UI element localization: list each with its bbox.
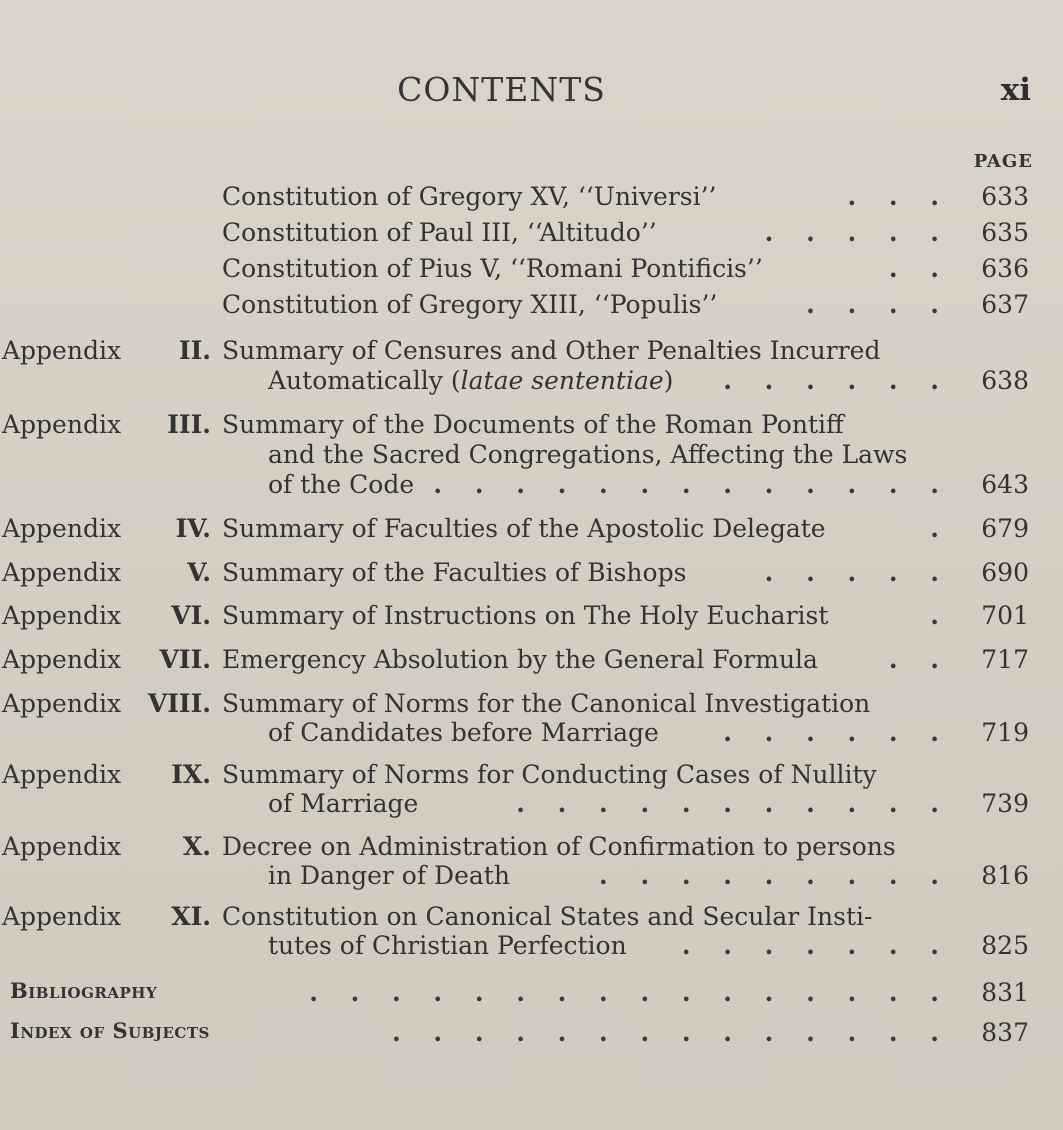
leader-dots: . .: [888, 254, 951, 283]
leader-dots: . . . . . .: [723, 366, 951, 395]
toc-entry: [0, 182, 1063, 214]
entry-title-cont: of the Code: [268, 470, 415, 499]
appendix-label: Appendix: [2, 760, 122, 789]
entry-title-cont: of Marriage: [268, 789, 419, 818]
toc-entry: [0, 558, 1063, 590]
appendix-label: Appendix: [2, 558, 122, 587]
entry-title: Emergency Absolution by the General Formula: [222, 645, 818, 674]
entry-title-cont: in Danger of Death: [268, 861, 510, 890]
toc-entry-continuation: [0, 931, 1063, 963]
toc-entry-continuation: [0, 789, 1063, 821]
toc-entry: [0, 410, 1063, 442]
entry-title: Summary of Instructions on The Holy Eucharist: [222, 601, 829, 630]
entry-title: Decree on Administration of Confirmation to persons: [222, 832, 896, 861]
entry-page: 637: [981, 290, 1029, 319]
toc-entry-continuation: [0, 718, 1063, 750]
leader-dots: . . . . . . . . . . . . .: [433, 470, 951, 499]
appendix-numeral: IV.: [175, 514, 211, 543]
entry-page: 638: [981, 366, 1029, 395]
entry-title: Constitution of Pius V, ‘‘Romani Pontificis’’: [222, 254, 763, 283]
toc-entry: [0, 290, 1063, 322]
entry-title: Constitution of Gregory XV, ‘‘Universi’’: [222, 182, 717, 211]
entry-page: 739: [981, 789, 1029, 818]
entry-page: 633: [981, 182, 1029, 211]
entry-page: 643: [981, 470, 1029, 499]
appendix-numeral: VII.: [159, 645, 211, 674]
toc-entry-continuation: [0, 470, 1063, 502]
toc-entry-continuation: [0, 440, 1063, 472]
entry-title: Summary of the Documents of the Roman Pontiff: [222, 410, 844, 439]
appendix-numeral: VI.: [171, 601, 211, 630]
appendix-label: Appendix: [2, 601, 122, 630]
leader-dots: . .: [888, 645, 951, 674]
entry-page: 719: [981, 718, 1029, 747]
page-title: CONTENTS: [397, 70, 606, 109]
appendix-numeral: VIII.: [147, 689, 211, 718]
toc-entry: [0, 689, 1063, 721]
entry-title-cont: of Candidates before Marriage: [268, 718, 659, 747]
appendix-label: Appendix: [2, 336, 122, 365]
entry-page: 690: [981, 558, 1029, 587]
entry-page: 701: [981, 601, 1029, 630]
leader-dots: .: [930, 601, 951, 630]
entry-page: 825: [981, 931, 1029, 960]
entry-title: Constitution of Paul III, ‘‘Altitudo’’: [222, 218, 657, 247]
entry-title: Summary of the Faculties of Bishops: [222, 558, 687, 587]
appendix-label: Appendix: [2, 832, 122, 861]
entry-title: Summary of Norms for the Canonical Investigation: [222, 689, 871, 718]
toc-entry-continuation: [0, 861, 1063, 893]
entry-page: 831: [981, 978, 1029, 1007]
page-number: xi: [1000, 72, 1031, 108]
toc-entry: [0, 254, 1063, 286]
leader-dots: . . . . .: [764, 558, 951, 587]
entry-page: 679: [981, 514, 1029, 543]
leader-dots: .: [930, 514, 951, 543]
appendix-numeral: III.: [167, 410, 211, 439]
entry-title-text: ): [663, 366, 674, 395]
entry-title: Summary of Faculties of the Apostolic Delegate: [222, 514, 826, 543]
appendix-label: Appendix: [2, 902, 122, 931]
entry-title-italic: latae sententiae: [460, 366, 664, 395]
appendix-label: Appendix: [2, 410, 122, 439]
entry-title: Index of Subjects: [10, 1018, 210, 1043]
page-column-label: PAGE: [973, 151, 1033, 172]
leader-dots: . . . .: [806, 290, 951, 319]
appendix-numeral: V.: [187, 558, 211, 587]
toc-entry: [0, 601, 1063, 633]
entry-page: 837: [981, 1018, 1029, 1047]
toc-entry: [0, 760, 1063, 792]
appendix-numeral: II.: [178, 336, 211, 365]
entry-title: Constitution of Gregory XIII, ‘‘Populis’’: [222, 290, 718, 319]
leader-dots: . . . . . . . . . . . . . . . .: [309, 978, 951, 1007]
toc-entry: [0, 336, 1063, 368]
entry-title: Bibliography: [10, 978, 158, 1003]
entry-title-cont: tutes of Christian Perfection: [268, 931, 627, 960]
entry-title-cont: [268, 366, 673, 395]
appendix-label: Appendix: [2, 689, 122, 718]
leader-dots: . . . . .: [764, 218, 951, 247]
leader-dots: . . . . . . .: [681, 931, 951, 960]
toc-entry: [0, 218, 1063, 250]
toc-entry-continuation: [0, 366, 1063, 398]
entry-title: Summary of Censures and Other Penalties Incurred: [222, 336, 881, 365]
entry-page: 635: [981, 218, 1029, 247]
appendix-label: Appendix: [2, 645, 122, 674]
entry-title-text: Automatically (: [268, 366, 461, 395]
leader-dots: . . .: [847, 182, 951, 211]
leader-dots: . . . . . . . . . . .: [516, 789, 951, 818]
toc-entry: [0, 902, 1063, 934]
toc-entry: [0, 1018, 1063, 1050]
toc-entry: [0, 832, 1063, 864]
entry-page: 816: [981, 861, 1029, 890]
leader-dots: . . . . . .: [723, 718, 951, 747]
entry-title-cont: and the Sacred Congregations, Affecting the Laws: [268, 440, 908, 469]
entry-page: 636: [981, 254, 1029, 283]
appendix-numeral: X.: [182, 832, 211, 861]
appendix-numeral: XI.: [171, 902, 211, 931]
leader-dots: . . . . . . . . . . . . . .: [392, 1018, 951, 1047]
toc-entry: [0, 645, 1063, 677]
toc-entry: [0, 978, 1063, 1010]
leader-dots: . . . . . . . . .: [599, 861, 951, 890]
entry-title: Summary of Norms for Conducting Cases of Nullity: [222, 760, 877, 789]
appendix-label: Appendix: [2, 514, 122, 543]
entry-page: 717: [981, 645, 1029, 674]
toc-entry: [0, 514, 1063, 546]
appendix-numeral: IX.: [171, 760, 211, 789]
entry-title: Constitution on Canonical States and Secular Insti-: [222, 902, 873, 931]
